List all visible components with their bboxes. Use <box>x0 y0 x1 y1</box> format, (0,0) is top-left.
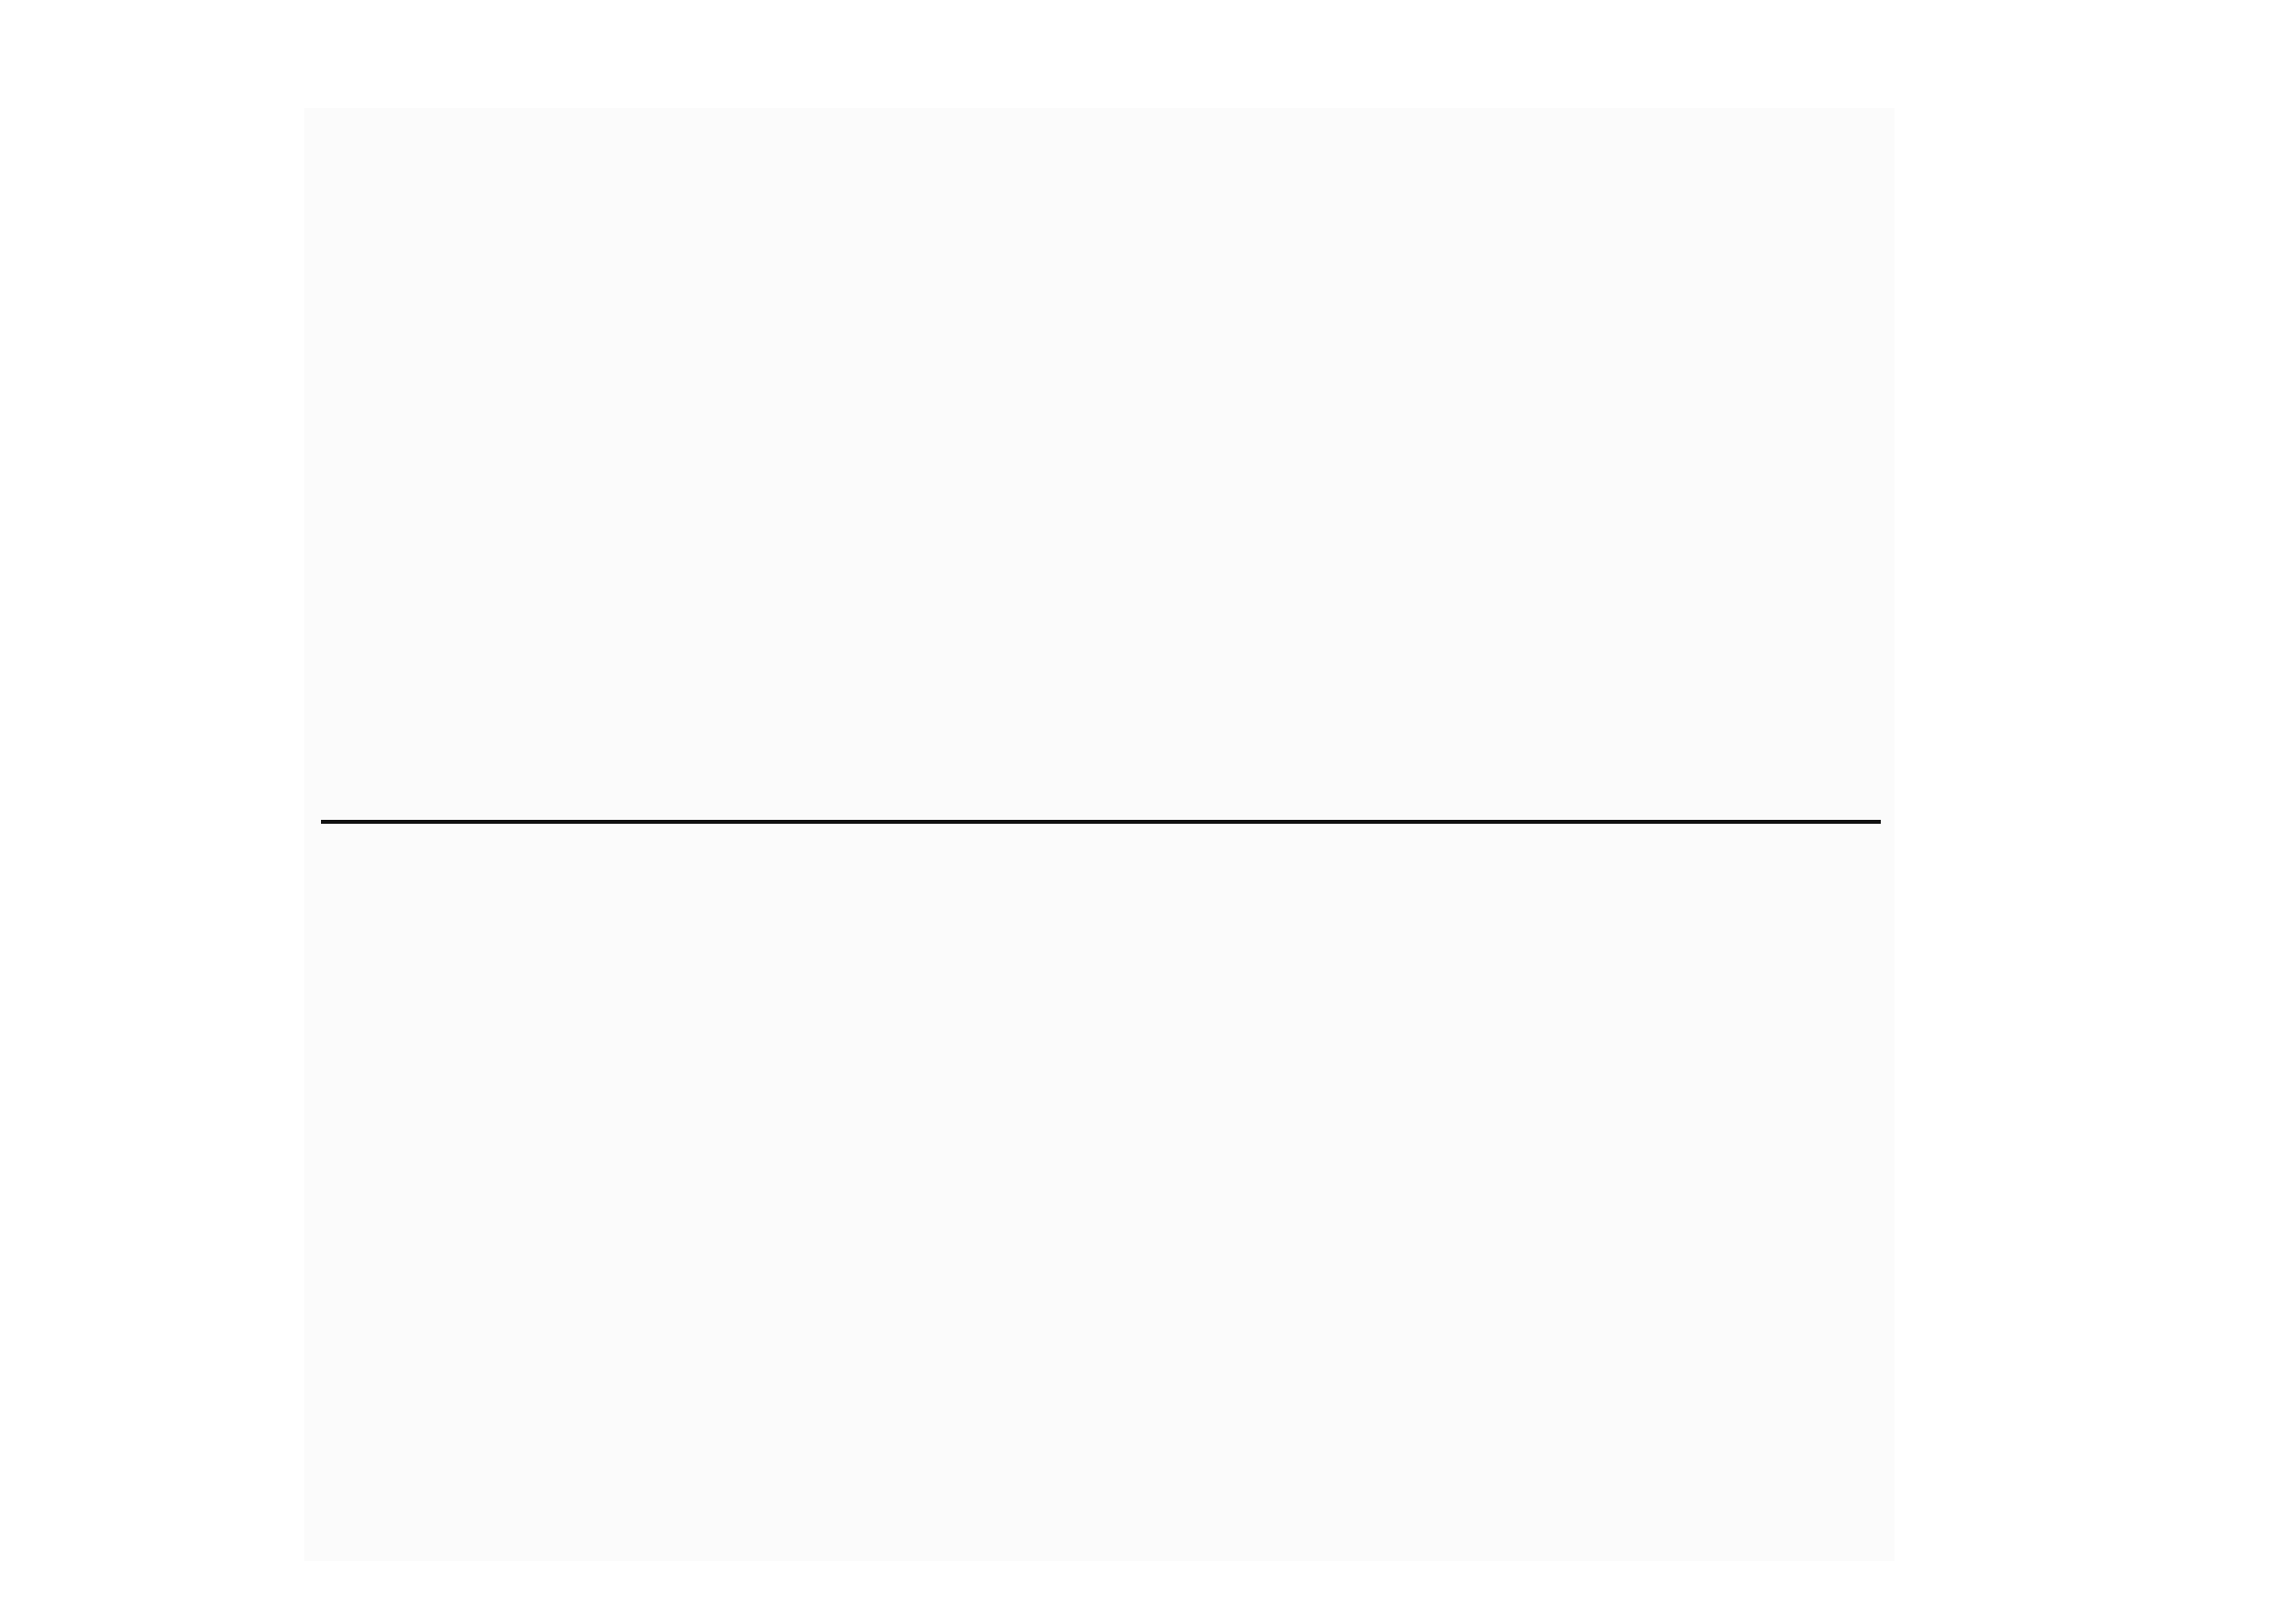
properties-table <box>321 206 1881 791</box>
functions-table <box>321 820 1881 1548</box>
